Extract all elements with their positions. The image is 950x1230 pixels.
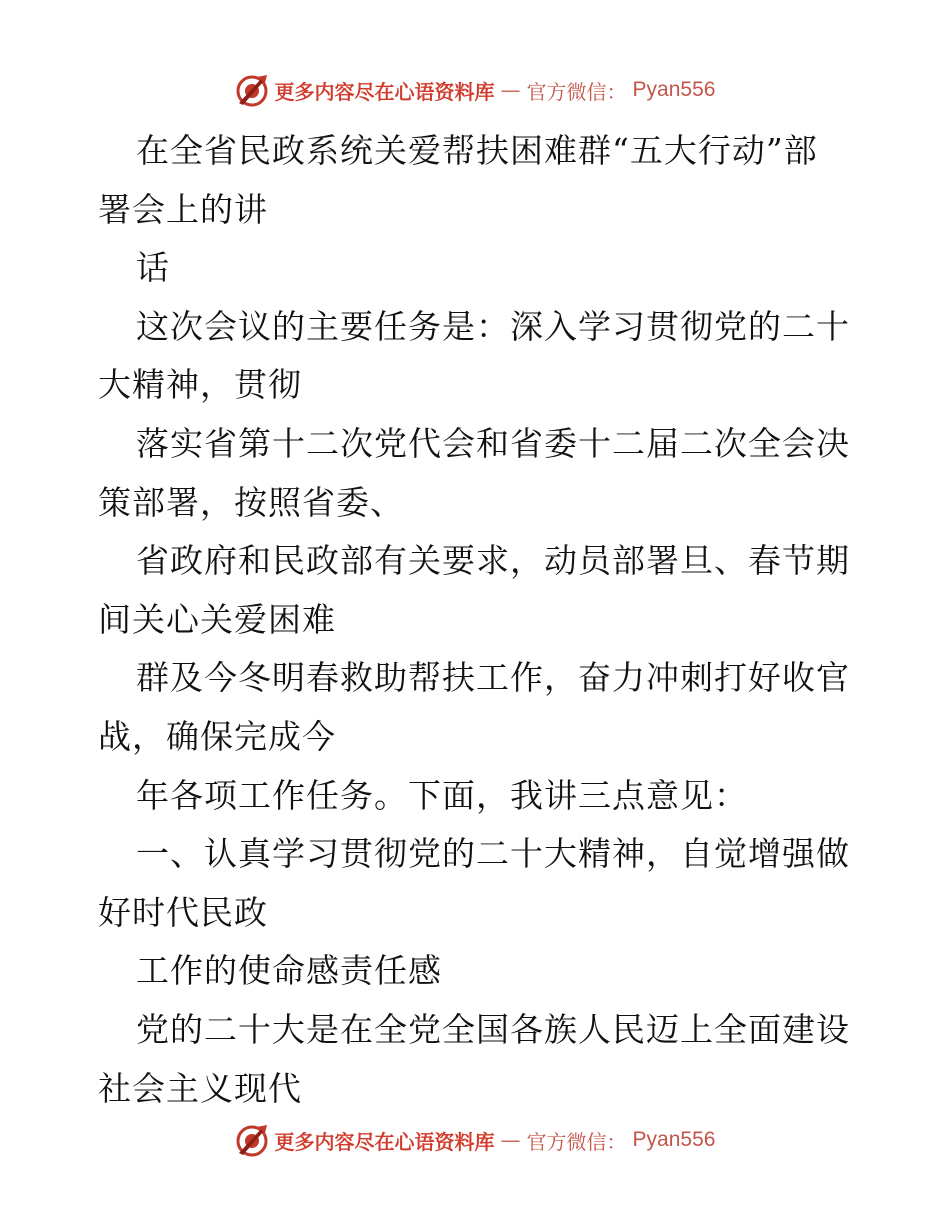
text-line: 好时代民政: [98, 892, 268, 932]
text-line: 这次会议的主要任务是：深入学习贯彻党的二十: [136, 306, 850, 346]
text-line: 党的二十大是在全党全国各族人民迈上全面建设: [136, 1009, 850, 1049]
wechat-label: 官方微信：: [526, 79, 627, 104]
text-line: 群及今冬明春救助帮扶工作，奋力冲刺打好收官: [136, 658, 850, 698]
wechat-label: 官方微信：: [526, 1129, 627, 1154]
text-line: 大精神，贯彻: [98, 365, 302, 405]
text-line: 社会主义现代: [98, 1068, 302, 1108]
wechat-id: Pyan556: [632, 1128, 716, 1151]
text-line: 省政府和民政部有关要求，动员部署旦、春节期: [136, 541, 850, 581]
text-line: 战，确保完成今: [98, 716, 336, 756]
text-line: 落实省第十二次党代会和省委十二届二次全会决: [136, 423, 850, 463]
document-body: [98, 122, 858, 1118]
text-line: 工作的使命感责任感: [136, 951, 442, 991]
text-line: 间关心关爱困难: [98, 599, 336, 639]
quill-logo-icon: [235, 73, 269, 107]
quill-logo-icon: [235, 1123, 269, 1157]
site-name-text: 更多内容尽在心语资料库: [274, 79, 495, 104]
site-name-text: 更多内容尽在心语资料库: [274, 1129, 495, 1154]
banner-dash: —: [500, 1128, 521, 1152]
text-line: 年各项工作任务。下面，我讲三点意见：: [136, 775, 748, 815]
text-line: 在全省民政系统关爱帮扶困难群“五大行动”部: [136, 131, 818, 170]
text-line: 一、认真学习贯彻党的二十大精神，自觉增强做: [136, 834, 850, 874]
banner-dash: —: [500, 78, 521, 102]
header-watermark-banner: [0, 70, 950, 110]
text-line: 话: [136, 248, 170, 288]
footer-watermark-banner: [0, 1120, 950, 1160]
text-line: 策部署，按照省委、: [98, 482, 404, 522]
wechat-id: Pyan556: [632, 78, 716, 101]
text-line: 署会上的讲: [98, 189, 268, 229]
